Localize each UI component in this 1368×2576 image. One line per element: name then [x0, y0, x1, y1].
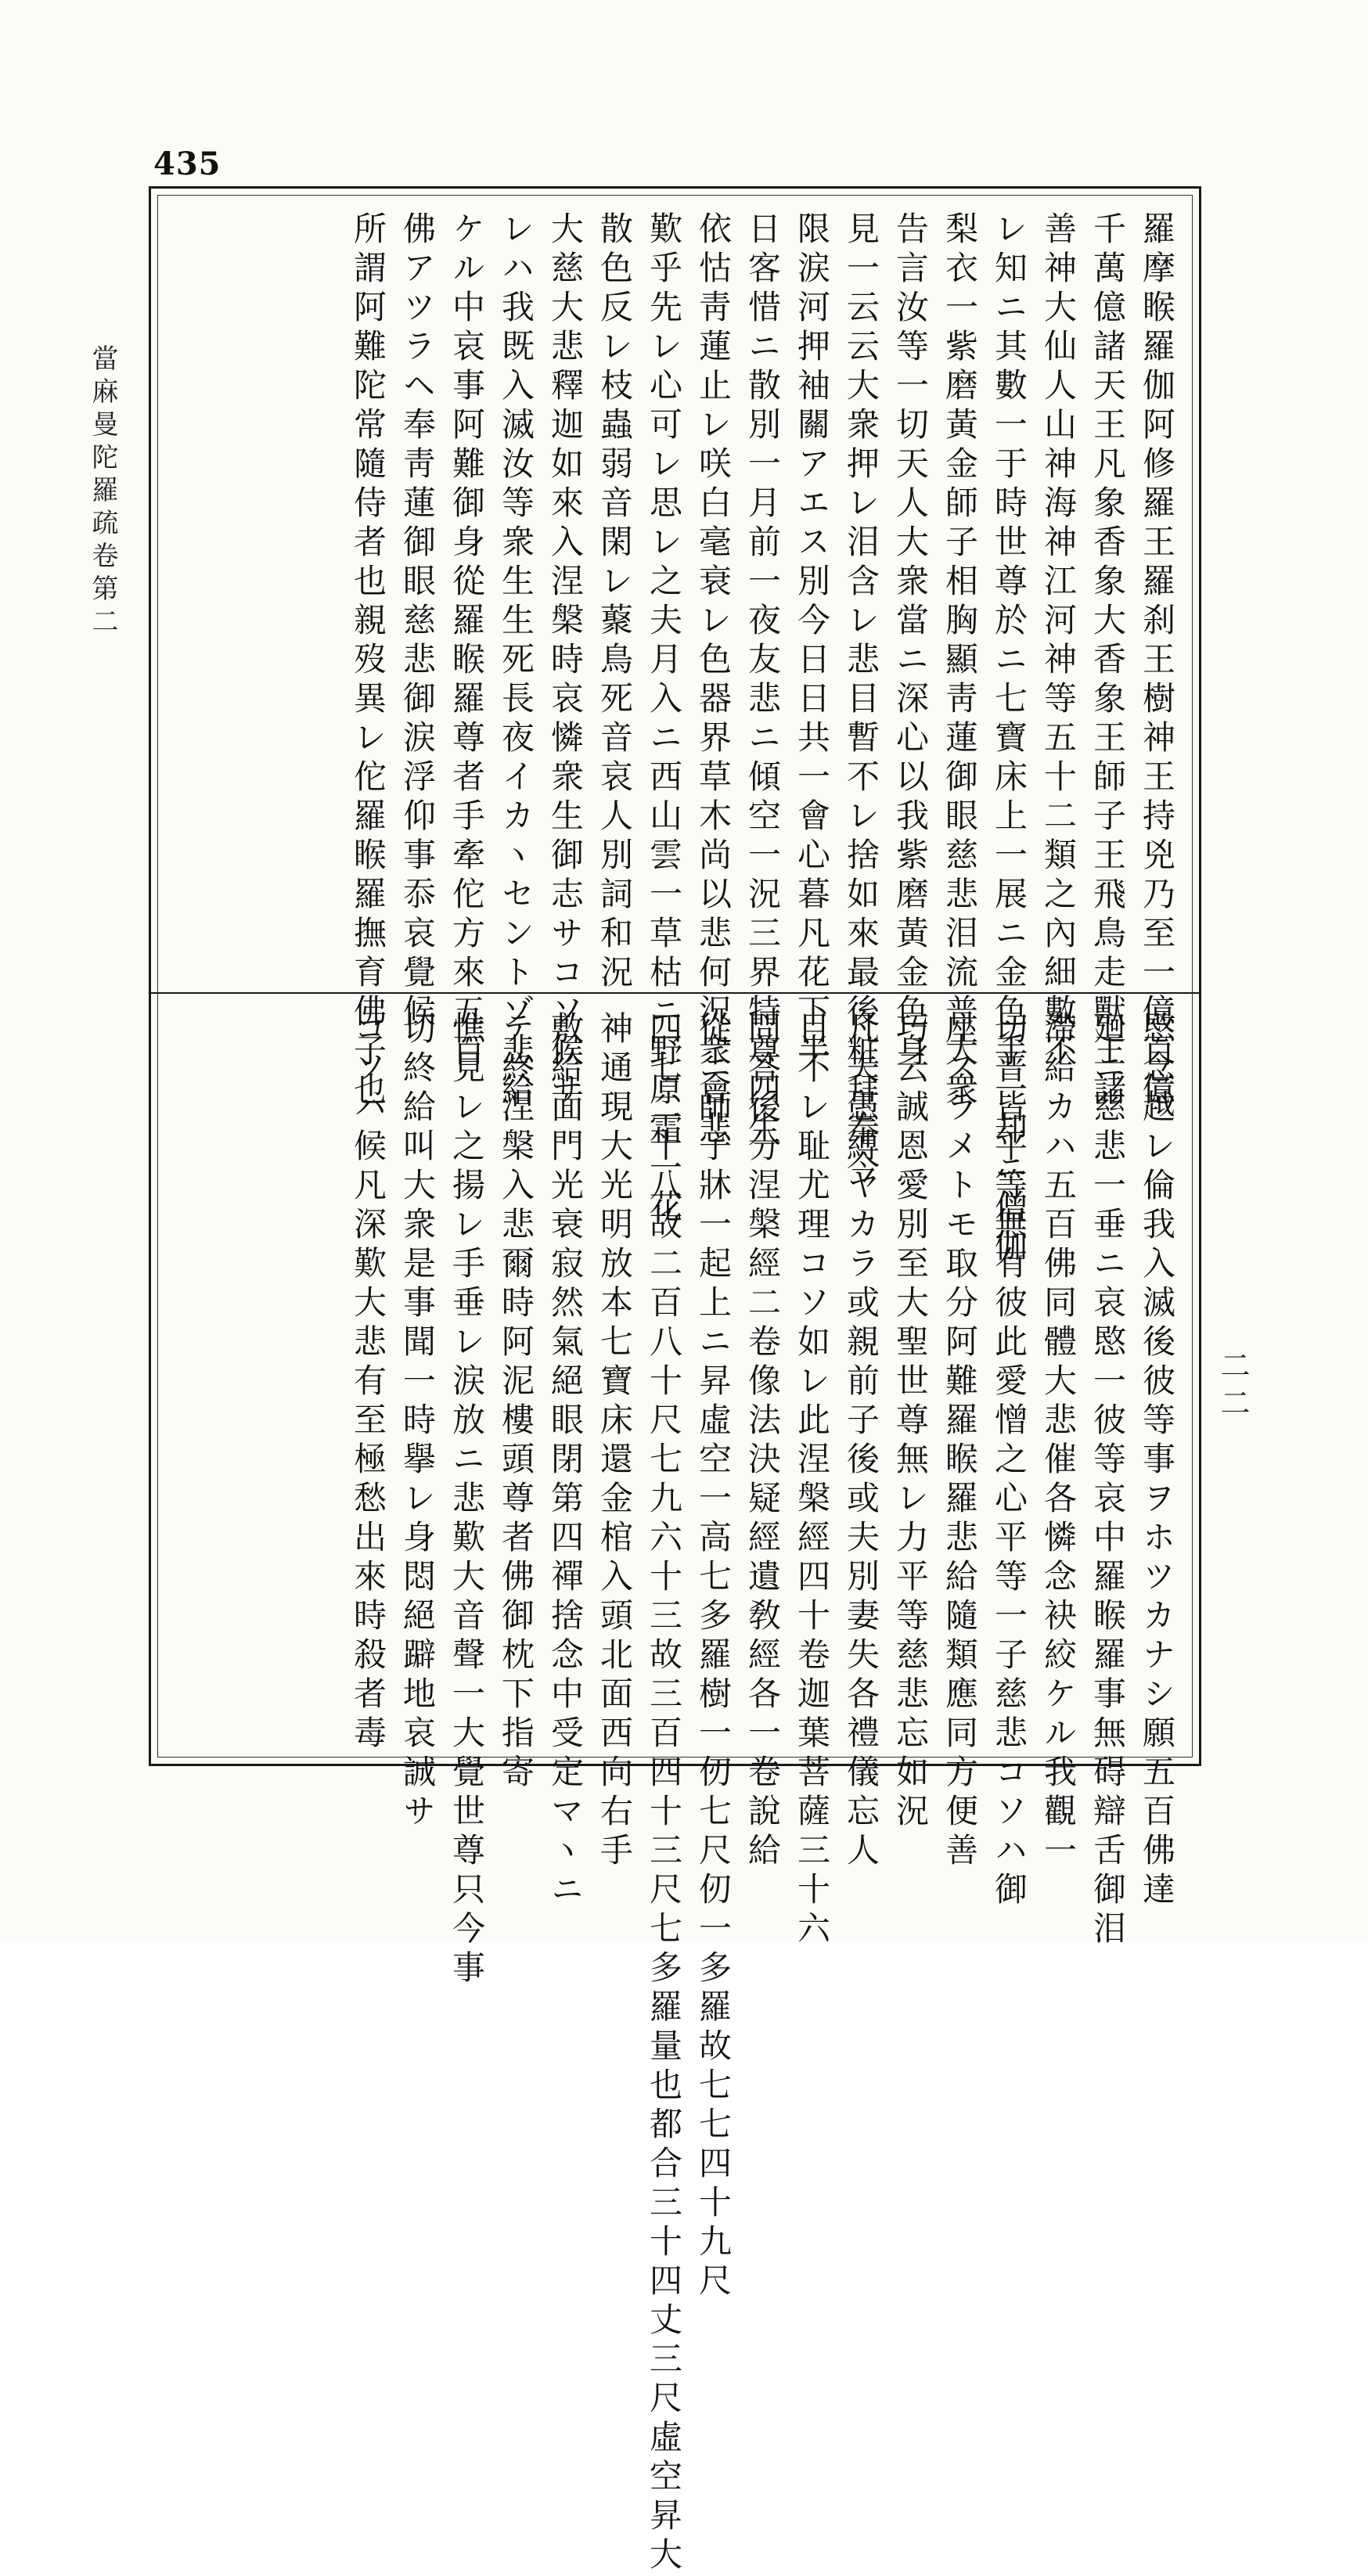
lower-column-8: 目不レ耻尤理コソ如レ此涅槃經四十卷迦葉菩薩三十六 — [793, 1011, 831, 1950]
upper-column-3: 善神大仙人山神海神江河神等五十二類之內細數不 — [1039, 211, 1078, 1072]
upper-column-9: 日客惜ニ散別一月前一夜友悲ニ傾空一況三界特尊四生 — [743, 211, 782, 1150]
upper-column-4: レ知ニ其數一于時世尊於ニ七寶床上一展ニ金色手一却ニ僧伽 — [990, 211, 1028, 1268]
upper-column-12: 散色反レ枝蟲弱音閑レ藂鳥死音哀人別詞和況 — [596, 211, 634, 994]
upper-column-1: 羅摩睺羅伽阿修羅王羅刹王樹神王持兇乃至一億百億 — [1138, 211, 1176, 1111]
lower-text-block — [172, 1011, 1182, 2576]
lower-column-3: 滯給カハ五百佛同體大悲催各憐念袂絞ケル我觀一 — [1039, 1011, 1078, 1872]
upper-column-2: 千萬億諸天王凡象香象大香象王師子王飛鳥走獸王諸 — [1089, 211, 1127, 1111]
lower-column-5: 座スラメトモ取分阿難羅睺羅悲給隨類應同方便善 — [941, 1011, 979, 1872]
lower-column-2: 廻ニ慈悲一垂ニ哀愍一彼等哀中羅睺羅事無碍辯舌御泪 — [1089, 1011, 1127, 1950]
page-number: 435 — [153, 146, 221, 182]
lower-column-6: 巧云誠恩愛別至大聖世尊無レ力平等慈悲忘如況 — [891, 1011, 930, 1833]
upper-column-17: 所謂阿難陀常隨侍者也親歿異レ佗羅睺羅撫育佛子也 — [349, 211, 387, 1111]
running-title: 當麻曼陀羅疏卷第二 — [87, 344, 118, 640]
lower-column-9: 問答後分涅槃經二卷像法決疑經遺敎經各一卷說給 — [743, 1011, 782, 1872]
lower-column-14: テ終涅槃入悲爾時阿泥樓頭尊者佛御枕下指寄 — [497, 1011, 535, 1793]
upper-column-11: 歎乎先レ心可レ思レ之夫月入ニ西山雲一草枯ニ野原霜一花 — [645, 211, 683, 1229]
lower-column-1: 愍念越レ倫我入滅後彼等事ヲホツカナシ願五百佛達 — [1138, 1011, 1176, 1911]
upper-column-15: ケル中哀事阿難御身從羅睺羅尊者手牽佗方來五百 — [448, 211, 486, 1072]
lower-column-12: 神通現大光明放本七寶床還金棺入頭北面西向右手 — [596, 1011, 634, 1872]
upper-column-6: 告言汝等一切天人大衆當ニ深心以我紫磨黃金色身 — [891, 211, 930, 1072]
upper-column-13: 大慈大悲釋迦如來入涅槃時哀憐衆生御志サコソ候サ — [546, 211, 585, 1111]
upper-column-5: 梨衣一紫磨黃金師子相胸顯靑蓮御眼慈悲泪流普大衆 — [941, 211, 979, 1111]
lower-column-11: 四七二十八故二百八十尺七九六十三故三百四十三尺七多羅量也都合三十四丈三尺虛空昇大 — [645, 1011, 683, 2576]
lower-column-16: 切終給叫大衆是事聞一時擧レ身悶絕躃地哀誠サ — [398, 1011, 437, 1833]
upper-column-8: 限涙河押袖關アエス別今日日共一會心暮凡花下半 — [793, 211, 831, 1072]
lower-column-17: コソハ候凡深歎大悲有至極愁出來時殺者毒 — [349, 1011, 387, 1754]
upper-column-14: レハ我既入滅汝等衆生生死長夜イカヽセントゾ悲給 — [497, 211, 535, 1111]
lower-column-7: 凡夫愚縛ヤカラ或親前子後或夫別妻失各禮儀忘人 — [842, 1011, 880, 1872]
lower-column-4: 切普皆平等無有彼此愛憎之心平等一子慈悲コソハ御 — [990, 1011, 1028, 1911]
lower-column-13: 敷給面門光衰寂然氣絕眼閉第四禪捨念中受定マヽニ — [546, 1011, 585, 1911]
lower-column-10: 從ニ師子牀一起上ニ昇虛空一高七多羅樹一仞七尺仞一多羅故七七四十九尺 — [694, 1011, 733, 2302]
upper-column-10: 依怙靑蓮止レ咲白毫衰レ色器界草木尚以悲何況衆會悲 — [694, 211, 733, 1150]
upper-column-16: 佛アツラヘ奉靑蓮御眼慈悲御涙浮仰事忝哀覺候 — [398, 211, 437, 1033]
folio-number: 二二 — [1215, 1350, 1250, 1425]
upper-column-7: 見一云云大衆押レ泪含レ悲目暫不レ捨如來最後粧拜奉今 — [842, 211, 880, 1189]
upper-text-block — [172, 211, 1182, 1268]
lower-column-15: 憔見レ之揚レ手垂レ涙放ニ悲歎大音聲一大覺世尊只今事 — [448, 1011, 486, 1989]
